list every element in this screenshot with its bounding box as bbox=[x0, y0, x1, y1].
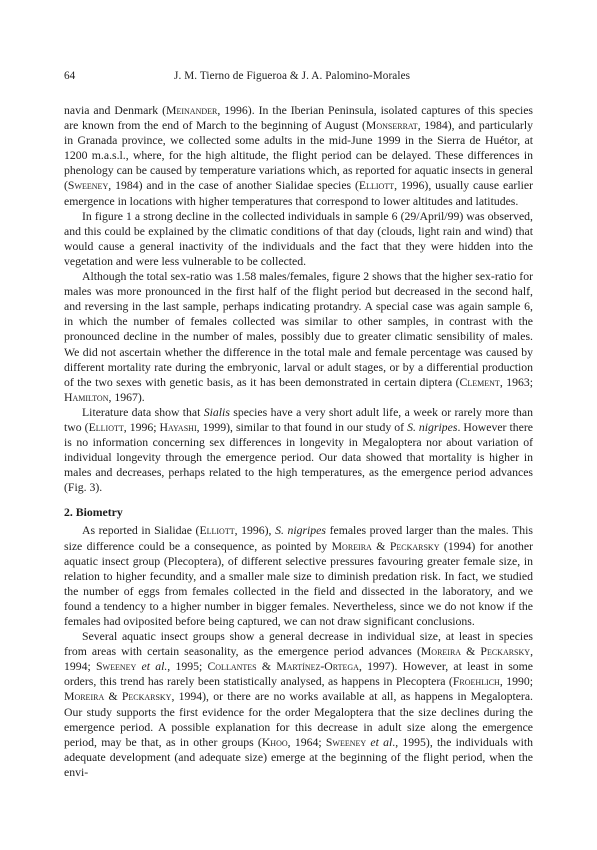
paragraph-2: In figure 1 a strong decline in the collected individuals in sample 6 (29/April/99) was observed, and this could be explained by the climatic conditions of that day (clouds, light rain and wind) that would cause a general inactivity of the individuals and the fact that they were hidden into the vegetation and were less vulnerable to be collected. bbox=[64, 209, 533, 268]
citation-author: Moreira bbox=[420, 645, 462, 659]
citation-author: Martínez-Ortega bbox=[276, 660, 359, 674]
paragraph-1: navia and Denmark (Meinander, 1996). In the Iberian Peninsula, isolated captures of this species are known from the end of March to the beginning of August (Monserrat, 1984), and particularly in Granada province, we collected some adults in the mid-June 1999 in the Sierra de Huétor, at 1200 m.a.s.l., where, for the high altitude, the flight period can be delayed. These differences in phenology can be caused by temperature variations which, as reported for aquatic insects in general (Sweeney, 1984) and in the case of another Sialidae species (Elliott, 1996), usually cause earlier emergence in locations with higher temperatures that correspond to lower altitudes and latitudes. bbox=[64, 104, 534, 208]
paragraph-3: Although the total sex-ratio was 1.58 males/females, figure 2 shows that the higher sex-ratio for males was more pronounced in the first half of the flight period but decreased in the second half, and reversing in the last sample, perhaps indicating protandry. A special case was again sample 6, in which the number of females collected was similar to other samples, in contrast with the pronounced decline in the number of males, possibly due to greater climatic sensibility of males. We did not ascertain whether the difference in the total male and female percentage was caused by different mortality rate during the embryonic, larval or adult stages, or by a differential production of the two sexes with genetic basis, as it has been demonstrated in certain diptera (Clement, 1963; Hamilton, 1967). bbox=[64, 270, 533, 404]
citation-author: Meinander bbox=[166, 104, 218, 117]
paragraph-6: Several aquatic insect groups show a general decrease in individual size, at least in species from areas with certain seasonality, as the emergence period advances (Moreira & Peckarsky, 1994; Sweeney et al., 1995; Collantes & Martínez-Ortega, 1997). However, at least in some orders, this trend has rarely been statistically analysed, as happens in Plecoptera (Froehlich, 1990; Moreira & Peckarsky, 1994), or there are no works available at all, as happens in Megaloptera. Our study supports the first evidence for the order Megaloptera that the size declines during the emergence period. A possible explanation for this decrease in adult size along the emergence period, may be that, as in other groups (Khoo, 1964; Sweeney et al., 1995), the individuals with adequate development (and adequate size) emerge at the beginning of the flight period, when the envi- bbox=[64, 630, 534, 779]
body-text bbox=[64, 103, 533, 780]
citation-author: Peckarsky bbox=[121, 690, 172, 704]
citation-author: Hayashi bbox=[159, 420, 197, 434]
citation-author: Sweeney bbox=[67, 179, 109, 193]
citation-author: Elliott bbox=[199, 524, 235, 538]
page-header bbox=[64, 70, 533, 86]
citation-author: Sweeney bbox=[95, 660, 137, 674]
citation-author: Elliott bbox=[358, 179, 395, 193]
citation-author: Clement bbox=[459, 375, 500, 389]
species-name: S. nigripes bbox=[407, 420, 458, 434]
citation-author: Peckarsky bbox=[389, 539, 440, 553]
citation-author: Khoo bbox=[261, 735, 288, 749]
citation-author: Hamilton bbox=[64, 390, 109, 404]
paragraph-4: Literature data show that Sialis species have a very short adult life, a week or rarely more than two (Elliott, 1996; Hayashi, 1999), similar to that found in our study of S. nigripes. However there is no information concerning sex differences in longevity in Megaloptera nor about variation of individual longevity through the emergence period. Our data showed that mortality is higher in males and decreases, perhaps related to the high temperatures, as the emergence period advances (Fig. 3). bbox=[64, 405, 533, 495]
citation-author: Moreira bbox=[64, 690, 105, 704]
citation-author: Elliott bbox=[88, 420, 124, 434]
citation-author: Peckarsky bbox=[480, 645, 531, 659]
citation-author: Sweeney bbox=[325, 735, 367, 749]
citation-author: Collantes bbox=[207, 660, 257, 674]
citation-author: Monserrat bbox=[365, 119, 418, 133]
latin-abbrev: et al. bbox=[136, 660, 168, 674]
species-name: Sialis bbox=[203, 405, 230, 419]
species-name: S. nigripes bbox=[275, 524, 326, 538]
page-number: 64 bbox=[64, 70, 76, 82]
citation-author: Moreira bbox=[331, 539, 372, 553]
running-head: J. M. Tierno de Figueroa & J. A. Palomino-Morales bbox=[174, 70, 411, 82]
paragraph-5: As reported in Sialidae (Elliott, 1996), S. nigripes females proved larger than the males. This size difference could be a consequence, as pointed by Moreira & Peckarsky (1994) for another aquatic insect group (Plecoptera), of different selective pressures favouring greater female size, in relation to higher fecundity, and a smaller male size to diminish predation risk. In fact, we studied the number of eggs from females collected in the field and dissected in the laboratory, and we found a tendency to a higher number in bigger females. Nevertheless, since we do not know if the females had oviposited before being captured, we can not draw significant conclusions. bbox=[64, 524, 534, 628]
citation-author: Froehlich bbox=[452, 675, 500, 689]
section-heading-biometry: 2. Biometry bbox=[64, 506, 123, 520]
latin-abbrev: et al bbox=[366, 735, 393, 749]
